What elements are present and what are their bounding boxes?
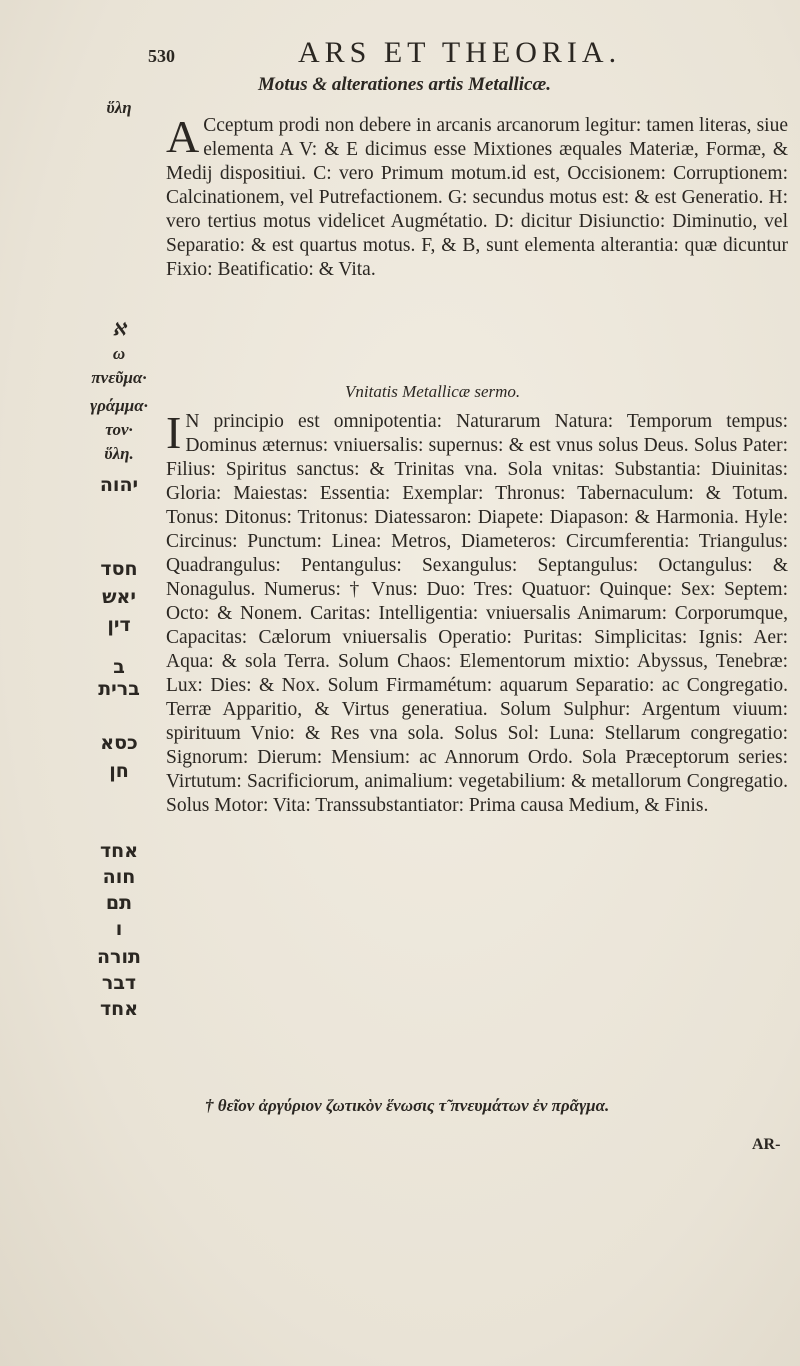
margin-note: τον· — [105, 420, 133, 439]
paragraph-unitatis — [166, 407, 788, 818]
drop-cap: I — [166, 407, 182, 458]
margin-note: ὕλη — [106, 98, 132, 117]
margin-note: ω — [112, 344, 126, 363]
margin-note: חן — [109, 760, 129, 782]
margin-note: חוה — [102, 866, 136, 888]
paragraph-text: N principio est omnipotentia: Naturarum Natura: Temporum tempus: Dominus æternus: vniuersalis: supernus: & est vnus solus Deus. Solus Pater: Filius: Spiritus sanctus: & Trinitas vna. Sola vnitas: Substantia: Diuinitas: Gloria: Maiestas: Essentia: Exemplar: Thronus: Tabernaculum: & Totum. Tonus: Ditonus: Tritonus: Diatessaron: Diapete: Diapason: & Harmonia. Hyle: Circinus: Punctum: Linea: Metros, Diameteros: Circumferentia: Triangulus: Quadrangulus: Pentangulus: Sexangulus: Septangulus: Octangulus: & Nonagulus. Numerus: † Vnus: Duo: Tres: Quatuor: Quinque: Sex: Septem: Octo: & Nonem. Caritas: Intelligentia: vniuersalis Animarum: Corporumque, Capacitas: Cælorum vniuersalis Operatio: Puritas: Simplicitas: Ignis: Aer: Aqua: & sola Terra. Solum Chaos: Elementorum mixtio: Abyssus, Tenebræ: Lux: Dies: & Nox. Solum Firmamétum: aquarum Separatio: ac Congregatio. Terræ Apparitio, & Virtus generatiua. Solum Sulphur: Argentum viuum: spirituum Vnio: & Res vna sola. Solus Sol: Luna: Stellarum congregatio: Signorum: Dierum: Mensium: ac Annorum Ordo. Sola Præceptorum series: Virtutum: Sacrificiorum, animalium: vegetabilium: & metallorum Congregatio. Solus Motor: Vita: Transsubstantiator: Prima causa Medium, & Finis. — [166, 411, 788, 816]
margin-note: יאש — [102, 586, 136, 608]
greek-footnote: † θεῖον ἀργύριον ζωτικὸν ἕνωσις τ̃ πνευμάτων ἐν πρᾶγμα. — [205, 1096, 610, 1115]
margin-note: ℵ — [112, 320, 126, 339]
margin-note: אחד — [99, 998, 139, 1020]
margin-note: ὕλη. — [104, 444, 134, 463]
margin-note: חסד — [100, 558, 138, 580]
margin-note: γράμμα· — [90, 396, 148, 415]
paragraph-motus — [166, 111, 788, 282]
margin-note: תם — [105, 892, 133, 914]
margin-note: תורה — [97, 946, 141, 968]
margin-note: ברית — [98, 678, 140, 700]
paragraph-text: Cceptum prodi non debere in arcanis arcanorum legitur: tamen literas, siue elementa A V: & E dicimus esse Mixtiones æquales Materiæ, Formæ, & Medij dispositiui. C: vero Primum motum.id est, Occisionem: Corruptionem: Calcinationem, vel Putrefactionem. G: secundus motus est: & est Generatio. H: vero tertius motus videlicet Augmétatio. D: dicitur Disiunctio: Diminutio, vel Separatio: & est quartus motus. F, & B, sunt elementa alterantia: quæ dicuntur Fixio: Beatificatio: & Vita. — [166, 115, 788, 280]
margin-note: ב — [113, 656, 125, 678]
catchword: AR- — [752, 1136, 781, 1153]
margin-note: כסא — [100, 732, 138, 754]
margin-note: ו — [115, 918, 123, 940]
drop-cap: A — [166, 111, 200, 162]
page-header — [148, 36, 708, 76]
margin-note: אחד — [99, 840, 139, 862]
margin-note: דבר — [101, 972, 137, 994]
margin-note: πνεῦμα· — [91, 368, 147, 387]
chapter-subtitle: Motus & alterationes artis Metallicæ. — [258, 74, 551, 95]
margin-note: יהוה — [99, 474, 139, 496]
running-head: ARS ET THEORIA. — [298, 36, 622, 69]
section-heading: Vnitatis Metallicæ sermo. — [345, 382, 521, 401]
margin-note: דין — [107, 614, 131, 636]
page-number: 530 — [148, 46, 175, 66]
